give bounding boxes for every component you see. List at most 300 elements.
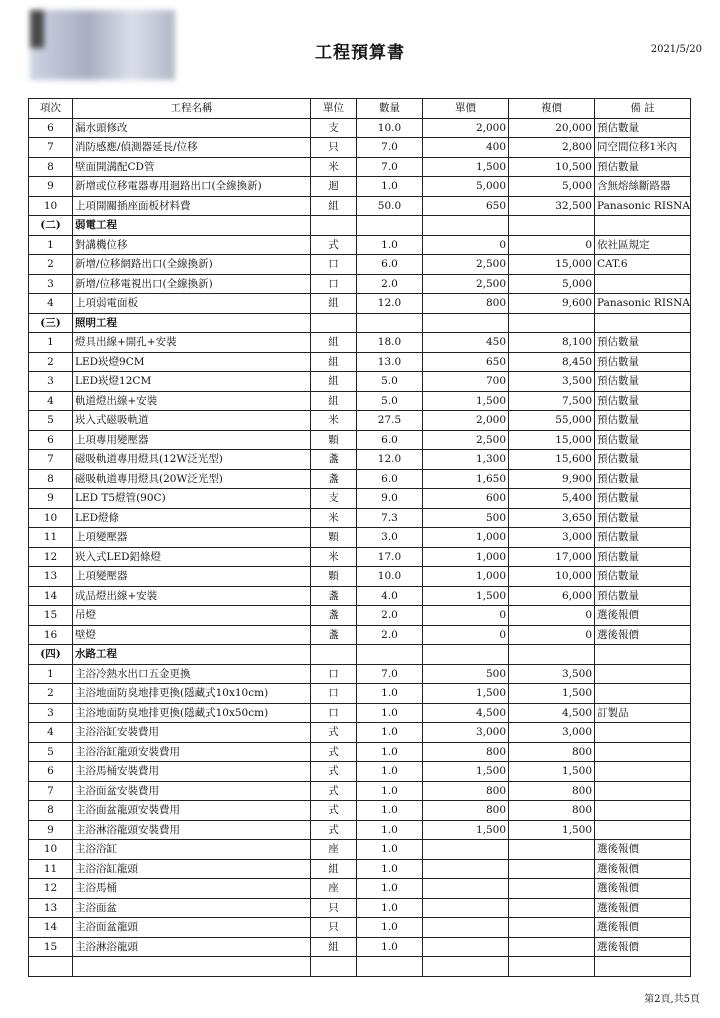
row-unit: 式	[311, 781, 357, 801]
row-item-name: 主浴浴缸龍頭	[73, 859, 311, 879]
row-total-price: 1,500	[509, 820, 595, 840]
row-quantity: 2.0	[357, 606, 423, 626]
row-remarks	[595, 684, 691, 704]
table-row	[29, 118, 691, 138]
row-index: 9	[29, 489, 73, 509]
row-unit: 口	[311, 664, 357, 684]
row-unit-price: 800	[423, 742, 509, 762]
table-row	[29, 274, 691, 294]
row-unit: 顆	[311, 567, 357, 587]
row-item-name: 主浴面盆安裝費用	[73, 781, 311, 801]
row-unit-price: 3,000	[423, 723, 509, 743]
row-remarks: 預估數量	[595, 391, 691, 411]
row-unit: 式	[311, 820, 357, 840]
row-index: 8	[29, 469, 73, 489]
row-unit: 組	[311, 859, 357, 879]
row-index: (四)	[29, 645, 73, 665]
row-unit-price	[423, 898, 509, 918]
row-total-price: 6,000	[509, 586, 595, 606]
row-unit-price	[423, 645, 509, 665]
row-quantity: 12.0	[357, 450, 423, 470]
row-quantity: 3.0	[357, 528, 423, 548]
row-item-name: LED燈條	[73, 508, 311, 528]
row-quantity: 7.3	[357, 508, 423, 528]
table-row	[29, 430, 691, 450]
row-unit-price: 400	[423, 138, 509, 158]
row-item-name: 上項變壓器	[73, 528, 311, 548]
row-item-name: 主浴面盆	[73, 898, 311, 918]
row-remarks	[595, 957, 691, 977]
table-row	[29, 801, 691, 821]
row-index: 5	[29, 742, 73, 762]
row-total-price: 10,500	[509, 157, 595, 177]
row-item-name: LED T5燈管(90C)	[73, 489, 311, 509]
row-remarks: 預估數量	[595, 567, 691, 587]
row-item-name: 崁入式LED鋁條燈	[73, 547, 311, 567]
row-item-name: 主浴馬桶安裝費用	[73, 762, 311, 782]
row-quantity: 1.0	[357, 859, 423, 879]
row-unit	[311, 645, 357, 665]
row-unit-price: 700	[423, 372, 509, 392]
row-item-name: 上項弱電面板	[73, 294, 311, 314]
row-total-price: 32,500	[509, 196, 595, 216]
row-index: 15	[29, 606, 73, 626]
row-unit: 口	[311, 703, 357, 723]
row-item-name: 吊燈	[73, 606, 311, 626]
table-row	[29, 333, 691, 353]
row-unit: 支	[311, 489, 357, 509]
row-quantity: 1.0	[357, 879, 423, 899]
row-quantity: 12.0	[357, 294, 423, 314]
row-total-price: 5,400	[509, 489, 595, 509]
row-unit: 盞	[311, 469, 357, 489]
table-row	[29, 684, 691, 704]
row-unit-price: 0	[423, 625, 509, 645]
row-remarks: 預估數量	[595, 430, 691, 450]
table-row	[29, 196, 691, 216]
row-quantity: 7.0	[357, 664, 423, 684]
row-unit: 只	[311, 918, 357, 938]
row-quantity: 5.0	[357, 372, 423, 392]
row-unit-price: 1,000	[423, 547, 509, 567]
row-item-name: 壁面開溝配CD管	[73, 157, 311, 177]
row-quantity: 18.0	[357, 333, 423, 353]
row-unit-price: 0	[423, 606, 509, 626]
table-row	[29, 918, 691, 938]
row-total-price	[509, 957, 595, 977]
row-index: 4	[29, 723, 73, 743]
budget-table	[28, 98, 691, 977]
table-row	[29, 586, 691, 606]
row-index: (三)	[29, 313, 73, 333]
row-unit: 只	[311, 138, 357, 158]
table-row	[29, 664, 691, 684]
row-remarks: 訂製品	[595, 703, 691, 723]
row-remarks: 預估數量	[595, 118, 691, 138]
row-unit-price: 1,500	[423, 157, 509, 177]
row-item-name: LED崁燈9CM	[73, 352, 311, 372]
section-row	[29, 216, 691, 236]
table-row	[29, 957, 691, 977]
row-total-price: 8,450	[509, 352, 595, 372]
row-index: 1	[29, 664, 73, 684]
table-row	[29, 840, 691, 860]
row-total-price	[509, 645, 595, 665]
row-item-name: 主浴淋浴龍頭	[73, 937, 311, 957]
row-item-name: 消防感應/偵測器延長/位移	[73, 138, 311, 158]
row-remarks: 預估數量	[595, 450, 691, 470]
row-remarks: 選後報價	[595, 918, 691, 938]
row-remarks	[595, 781, 691, 801]
row-remarks	[595, 762, 691, 782]
row-unit: 顆	[311, 430, 357, 450]
row-index: 14	[29, 586, 73, 606]
row-quantity: 13.0	[357, 352, 423, 372]
row-total-price	[509, 898, 595, 918]
row-index: 12	[29, 879, 73, 899]
document-title: 工程預算書	[315, 43, 405, 63]
row-remarks: 預估數量	[595, 586, 691, 606]
table-row	[29, 703, 691, 723]
row-total-price	[509, 859, 595, 879]
table-row	[29, 294, 691, 314]
row-unit-price	[423, 957, 509, 977]
table-row	[29, 567, 691, 587]
row-quantity: 1.0	[357, 840, 423, 860]
table-row	[29, 859, 691, 879]
row-unit: 口	[311, 274, 357, 294]
row-total-price: 9,600	[509, 294, 595, 314]
row-remarks: 選後報價	[595, 840, 691, 860]
row-quantity: 1.0	[357, 742, 423, 762]
row-unit-price: 650	[423, 196, 509, 216]
row-quantity	[357, 957, 423, 977]
row-unit: 式	[311, 742, 357, 762]
row-remarks: 依社區規定	[595, 235, 691, 255]
row-item-name: 主浴地面防臭地排更換(隱藏式10x10cm)	[73, 684, 311, 704]
row-total-price: 15,600	[509, 450, 595, 470]
row-remarks	[595, 664, 691, 684]
row-total-price	[509, 313, 595, 333]
row-remarks: 選後報價	[595, 937, 691, 957]
row-unit: 組	[311, 196, 357, 216]
row-total-price: 17,000	[509, 547, 595, 567]
row-quantity: 17.0	[357, 547, 423, 567]
row-item-name: 照明工程	[73, 313, 311, 333]
row-unit: 組	[311, 391, 357, 411]
row-index: 3	[29, 372, 73, 392]
row-index: 10	[29, 508, 73, 528]
row-quantity: 1.0	[357, 762, 423, 782]
row-item-name: 主浴浴缸	[73, 840, 311, 860]
row-item-name: 新增/位移網路出口(全線換新)	[73, 255, 311, 275]
row-total-price	[509, 937, 595, 957]
row-unit-price: 4,500	[423, 703, 509, 723]
row-total-price	[509, 216, 595, 236]
row-index: 14	[29, 918, 73, 938]
row-total-price	[509, 840, 595, 860]
row-quantity: 9.0	[357, 489, 423, 509]
row-quantity: 6.0	[357, 430, 423, 450]
table-row	[29, 762, 691, 782]
row-unit	[311, 957, 357, 977]
table-row	[29, 742, 691, 762]
header-item-name: 工程名稱	[73, 99, 311, 119]
row-remarks: 預估數量	[595, 528, 691, 548]
row-unit-price	[423, 216, 509, 236]
row-total-price: 1,500	[509, 762, 595, 782]
row-unit-price: 1,500	[423, 684, 509, 704]
row-index: 2	[29, 684, 73, 704]
row-unit: 組	[311, 294, 357, 314]
row-index: 4	[29, 391, 73, 411]
row-item-name: 燈具出線+開孔+安裝	[73, 333, 311, 353]
row-unit: 支	[311, 118, 357, 138]
row-remarks: Panasonic RISNA	[595, 196, 691, 216]
row-total-price: 55,000	[509, 411, 595, 431]
row-unit: 式	[311, 723, 357, 743]
row-remarks: 預估數量	[595, 508, 691, 528]
row-index: 1	[29, 333, 73, 353]
row-index: 12	[29, 547, 73, 567]
row-total-price: 4,500	[509, 703, 595, 723]
row-remarks: 預估數量	[595, 411, 691, 431]
row-remarks	[595, 723, 691, 743]
table-row	[29, 898, 691, 918]
row-unit-price: 1,500	[423, 391, 509, 411]
row-unit-price	[423, 918, 509, 938]
row-quantity: 1.0	[357, 820, 423, 840]
row-index: 8	[29, 157, 73, 177]
row-index: 13	[29, 567, 73, 587]
row-unit-price: 1,500	[423, 586, 509, 606]
row-total-price: 0	[509, 625, 595, 645]
row-index: 10	[29, 196, 73, 216]
row-quantity: 27.5	[357, 411, 423, 431]
row-quantity: 1.0	[357, 801, 423, 821]
row-index: 8	[29, 801, 73, 821]
row-index: 3	[29, 274, 73, 294]
row-quantity: 1.0	[357, 177, 423, 197]
row-unit-price	[423, 840, 509, 860]
row-remarks: Panasonic RISNA	[595, 294, 691, 314]
row-unit: 只	[311, 898, 357, 918]
row-total-price: 8,100	[509, 333, 595, 353]
row-unit-price: 600	[423, 489, 509, 509]
row-quantity: 10.0	[357, 567, 423, 587]
row-unit: 組	[311, 937, 357, 957]
table-row	[29, 235, 691, 255]
row-index: 7	[29, 781, 73, 801]
table-row	[29, 177, 691, 197]
row-remarks: 預估數量	[595, 489, 691, 509]
table-row	[29, 411, 691, 431]
row-index: (二)	[29, 216, 73, 236]
row-remarks: 預估數量	[595, 372, 691, 392]
row-unit: 盞	[311, 450, 357, 470]
row-remarks	[595, 216, 691, 236]
row-unit-price: 2,000	[423, 411, 509, 431]
row-quantity: 2.0	[357, 625, 423, 645]
row-total-price: 5,000	[509, 177, 595, 197]
row-unit: 式	[311, 235, 357, 255]
row-remarks: 選後報價	[595, 879, 691, 899]
row-quantity: 1.0	[357, 235, 423, 255]
row-item-name: 新增或位移電器專用迴路出口(全線換新)	[73, 177, 311, 197]
row-item-name: LED崁燈12CM	[73, 372, 311, 392]
row-unit-price: 2,500	[423, 274, 509, 294]
row-item-name: 主浴冷熱水出口五金更換	[73, 664, 311, 684]
row-remarks: 預估數量	[595, 469, 691, 489]
row-quantity: 1.0	[357, 684, 423, 704]
table-row	[29, 372, 691, 392]
row-unit-price: 800	[423, 801, 509, 821]
row-unit-price: 1,000	[423, 567, 509, 587]
row-quantity: 1.0	[357, 703, 423, 723]
row-total-price	[509, 918, 595, 938]
row-unit: 口	[311, 684, 357, 704]
row-total-price: 20,000	[509, 118, 595, 138]
row-item-name: 上項開關插座面板材料費	[73, 196, 311, 216]
row-item-name: 主浴面盆龍頭安裝費用	[73, 801, 311, 821]
row-remarks: 預估數量	[595, 547, 691, 567]
row-quantity: 1.0	[357, 918, 423, 938]
row-unit-price: 2,500	[423, 255, 509, 275]
row-unit-price: 1,500	[423, 762, 509, 782]
row-quantity	[357, 645, 423, 665]
row-remarks: 預估數量	[595, 157, 691, 177]
table-row	[29, 489, 691, 509]
row-total-price: 15,000	[509, 255, 595, 275]
table-row	[29, 723, 691, 743]
row-index: 6	[29, 762, 73, 782]
row-unit: 口	[311, 255, 357, 275]
table-row	[29, 157, 691, 177]
row-total-price	[509, 879, 595, 899]
row-quantity: 1.0	[357, 898, 423, 918]
row-index: 10	[29, 840, 73, 860]
header-unit-price: 單價	[423, 99, 509, 119]
row-unit-price: 1,000	[423, 528, 509, 548]
row-unit: 盞	[311, 606, 357, 626]
row-total-price: 800	[509, 801, 595, 821]
row-remarks: 預估數量	[595, 333, 691, 353]
row-item-name: 主浴浴缸龍頭安裝費用	[73, 742, 311, 762]
section-row	[29, 645, 691, 665]
row-unit-price: 650	[423, 352, 509, 372]
row-remarks: 選後報價	[595, 606, 691, 626]
row-total-price: 7,500	[509, 391, 595, 411]
row-quantity: 50.0	[357, 196, 423, 216]
row-unit-price	[423, 879, 509, 899]
row-total-price: 1,500	[509, 684, 595, 704]
row-total-price: 0	[509, 235, 595, 255]
row-item-name: 主浴浴缸安裝費用	[73, 723, 311, 743]
row-unit-price: 500	[423, 508, 509, 528]
row-quantity: 5.0	[357, 391, 423, 411]
row-index: 1	[29, 235, 73, 255]
row-remarks	[595, 645, 691, 665]
row-total-price: 3,000	[509, 528, 595, 548]
row-remarks	[595, 313, 691, 333]
row-unit: 座	[311, 840, 357, 860]
row-quantity: 6.0	[357, 255, 423, 275]
row-item-name: 磁吸軌道專用燈具(12W泛光型)	[73, 450, 311, 470]
row-index: 15	[29, 937, 73, 957]
row-quantity: 2.0	[357, 274, 423, 294]
row-item-name: 主浴地面防臭地排更換(隱藏式10x50cm)	[73, 703, 311, 723]
row-unit: 式	[311, 801, 357, 821]
document-date: 2021/5/20	[650, 44, 702, 55]
row-total-price: 9,900	[509, 469, 595, 489]
row-unit: 盞	[311, 625, 357, 645]
row-remarks	[595, 820, 691, 840]
header-quantity: 數量	[357, 99, 423, 119]
row-unit: 顆	[311, 528, 357, 548]
row-quantity: 1.0	[357, 937, 423, 957]
row-remarks: CAT.6	[595, 255, 691, 275]
row-total-price: 5,000	[509, 274, 595, 294]
table-row	[29, 937, 691, 957]
row-total-price: 800	[509, 742, 595, 762]
table-header-row	[29, 99, 691, 119]
row-index: 2	[29, 255, 73, 275]
page-number: 第2頁,共5頁	[644, 994, 700, 1005]
row-index: 9	[29, 177, 73, 197]
row-total-price: 3,500	[509, 372, 595, 392]
row-item-name: 水路工程	[73, 645, 311, 665]
table-row	[29, 352, 691, 372]
row-index: 11	[29, 859, 73, 879]
row-index: 5	[29, 411, 73, 431]
row-quantity: 7.0	[357, 138, 423, 158]
row-unit-price: 2,500	[423, 430, 509, 450]
row-unit: 組	[311, 372, 357, 392]
row-unit-price: 1,650	[423, 469, 509, 489]
row-item-name: 磁吸軌道專用燈具(20W泛光型)	[73, 469, 311, 489]
table-row	[29, 450, 691, 470]
row-item-name: 漏水頭修改	[73, 118, 311, 138]
table-row	[29, 469, 691, 489]
row-quantity	[357, 313, 423, 333]
row-index: 11	[29, 528, 73, 548]
row-total-price: 10,000	[509, 567, 595, 587]
row-remarks: 選後報價	[595, 859, 691, 879]
row-item-name: 主浴面盆龍頭	[73, 918, 311, 938]
table-row	[29, 255, 691, 275]
row-remarks: 同空間位移1米內	[595, 138, 691, 158]
row-quantity: 6.0	[357, 469, 423, 489]
header-index: 項次	[29, 99, 73, 119]
table-row	[29, 508, 691, 528]
row-remarks	[595, 801, 691, 821]
row-item-name: 成品燈出線+安裝	[73, 586, 311, 606]
table-row	[29, 820, 691, 840]
row-total-price: 800	[509, 781, 595, 801]
row-unit-price: 800	[423, 781, 509, 801]
row-unit: 組	[311, 333, 357, 353]
row-remarks	[595, 742, 691, 762]
table-row	[29, 606, 691, 626]
table-row	[29, 879, 691, 899]
row-item-name: 弱電工程	[73, 216, 311, 236]
row-unit: 式	[311, 762, 357, 782]
row-index: 3	[29, 703, 73, 723]
row-unit: 米	[311, 157, 357, 177]
row-remarks: 選後報價	[595, 625, 691, 645]
table-row	[29, 547, 691, 567]
row-index	[29, 957, 73, 977]
